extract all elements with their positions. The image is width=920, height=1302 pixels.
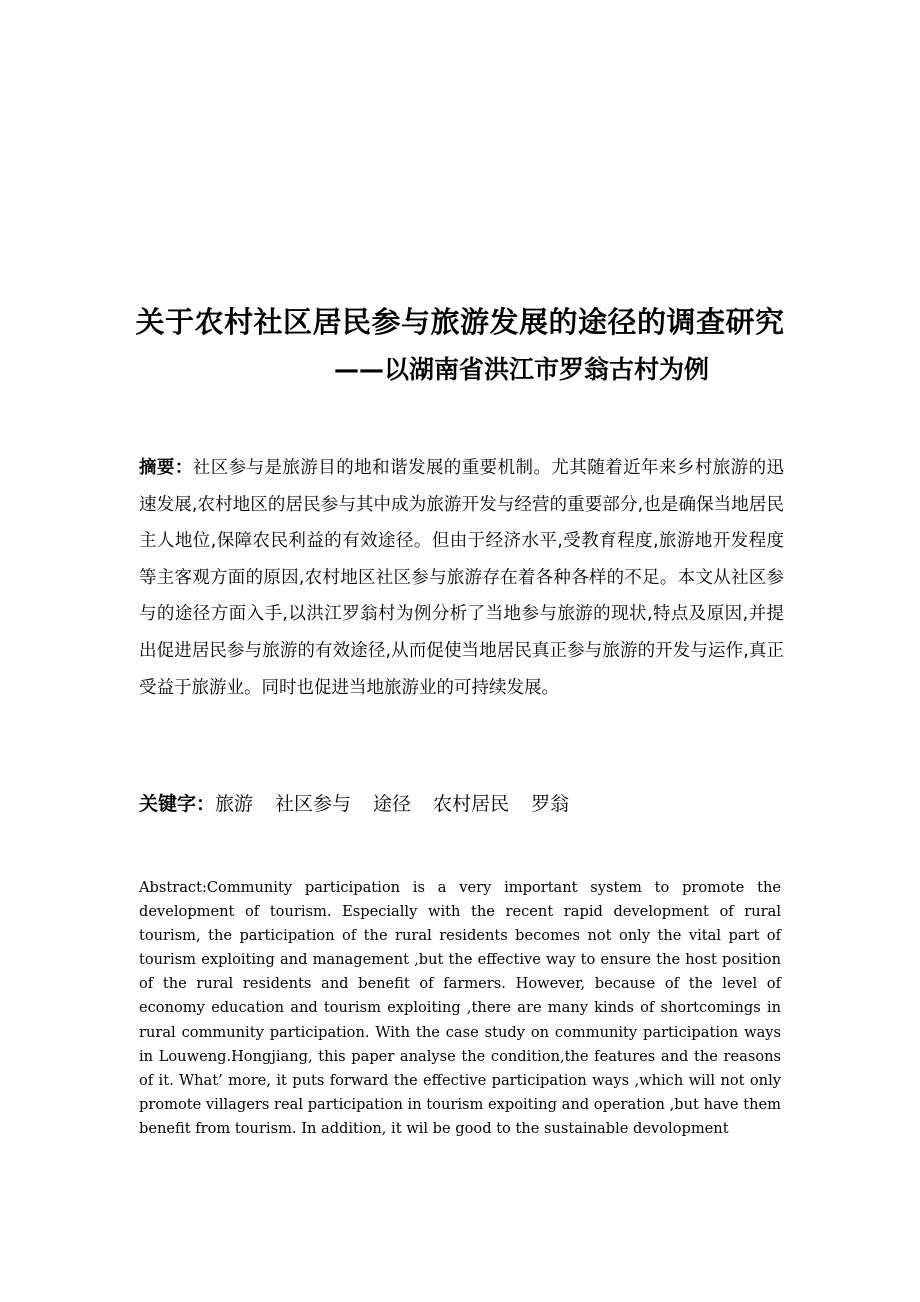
chinese-abstract-label: 摘要：: [139, 458, 193, 478]
paper-title: 关于农村社区居民参与旅游发展的途径的调查研究: [135, 305, 785, 339]
keywords-label: 关键字：: [139, 793, 216, 815]
paper-subtitle: ——以湖南省洪江市罗翁古村为例: [334, 355, 710, 384]
english-abstract-label: Abstract:: [139, 879, 207, 896]
chinese-abstract-text: 社区参与是旅游目的地和谐发展的重要机制。尤其随着近年来乡村旅游的迅速发展,农村地区的居民参与其中成为旅游开发与经营的重要部分,也是确保当地居民主人地位,保障农民利益的有效途径。但由于经济水平,受教育程度,旅游地开发程度等主客观方面的原因,农村地区社区参与旅游存在着各种各样的不足。本文从社区参与的途径方面入手,以洪江罗翁村为例分析了当地参与旅游的现状,特点及原因,并提出促进居民参与旅游的有效途径,从而促使当地居民真正参与旅游的开发与运作,真正受益于旅游业。同时也促进当地旅游业的可持续发展。: [139, 458, 785, 698]
keyword: 途径: [373, 793, 412, 815]
keywords: [139, 786, 569, 822]
english-abstract-text: Community participation is a very important system to promote the development of tourism. Especially with the recent rapid development of rural tourism, the participation of the rural residents becomes not only the vital part of tourism exploiting and management ,but the effective way to ensure the host position of the rural residents and benefit of farmers. However, because of the level of economy education and tourism exploiting ,there are many kinds of shortcomings in rural community participation. With the case study on community participation ways in Louweng.Hongjiang, this paper analyse the condition,the features and the reasons of it. What’ more, it puts forward the effective participation ways ,which will not only promote villagers real participation in tourism expoiting and operation ,but have them benefit from tourism. In addition, it wil be good to the sustainable devolopment: [139, 879, 781, 1137]
keyword: 罗翁: [531, 793, 570, 815]
english-abstract: [139, 876, 781, 1141]
chinese-abstract: [139, 450, 784, 706]
keyword: 农村居民: [433, 793, 510, 815]
keyword: 旅游: [215, 793, 254, 815]
keyword: 社区参与: [275, 793, 352, 815]
